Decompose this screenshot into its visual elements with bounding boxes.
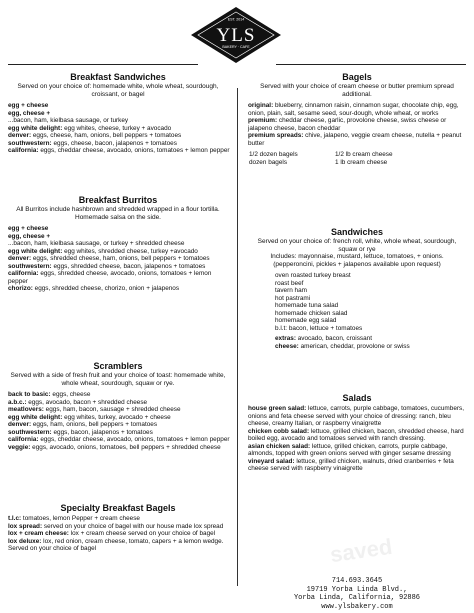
- list-item: tavern ham: [275, 287, 307, 295]
- menu-items: [0, 225, 236, 293]
- item-name: lox spread:: [8, 522, 43, 530]
- contact-info: [240, 577, 474, 611]
- list-item: homemade chicken salad: [275, 309, 348, 317]
- menu-item: [8, 110, 230, 118]
- item-name: egg white delight:: [8, 413, 63, 421]
- item-description: ...bacon, ham, kielbasa sausage, or turkey: [8, 117, 129, 125]
- bagel-sizes: [240, 151, 474, 166]
- section-title: Specialty Breakfast Bagels: [60, 503, 176, 513]
- size-half-dozen: 1/2 dozen bagels: [249, 151, 298, 159]
- section-title: Salads: [342, 393, 372, 403]
- menu-item: [8, 140, 230, 148]
- menu-item: [8, 436, 230, 444]
- section-title: Bagels: [342, 72, 372, 82]
- item-name: southwestern:: [8, 139, 52, 147]
- item-description: lettuce, carrots, purple cabbage, tomatoes, cucumbers, onions and feta cheese served with your choice of dressing: ranch, bleu cheese, creamy Italian, or raspberry vinaigrette: [248, 405, 464, 427]
- item-name: house green salad:: [248, 405, 307, 412]
- item-description: american, cheddar, provolone or swiss: [298, 342, 410, 350]
- menu-item: [8, 538, 230, 553]
- item-description: egg whites, shredded cheese, turkey +avocado: [62, 247, 198, 255]
- menu-item: [8, 523, 230, 531]
- item-name: chorizo:: [8, 285, 33, 293]
- item-name: premium spreads:: [248, 132, 304, 140]
- section-title: Sandwiches: [330, 227, 384, 237]
- menu-item: [248, 405, 468, 428]
- item-name: denver:: [8, 255, 32, 263]
- item-name: chicken cobb salad:: [248, 427, 310, 435]
- item-description: eggs, shredded cheese, chorizo, onion + jalapenos: [32, 285, 180, 293]
- menu-items: [0, 391, 236, 451]
- menu-item: [8, 399, 230, 407]
- menu-item: [8, 270, 230, 285]
- sandwich-list: [240, 272, 474, 332]
- item-description: lettuce, grilled chicken, carrots, purple cabbage, almonds, topped with green onions served with ginger sesame dressing: [248, 442, 451, 457]
- size-half-lb: 1/2 lb cream cheese: [335, 151, 393, 159]
- item-description: cheddar cheese, garlic, provolone cheese, swiss cheese or jalapeno cheese, bacon cheddar: [248, 117, 447, 132]
- list-item: homemade egg salad: [275, 317, 337, 325]
- menu-item: [8, 406, 230, 414]
- item-description: eggs, cheese, bacon, jalapenos + tomatoes: [51, 139, 177, 147]
- list-item: b.l.t: bacon, lettuce + tomatoes: [275, 324, 363, 332]
- item-description: egg whites, cheese, turkey + avocado: [62, 124, 172, 132]
- item-description: eggs, cheese: [50, 391, 91, 399]
- header-rule-left: [8, 64, 198, 65]
- item-description: chive, jalapeno, veggie cream cheese, nutella + peanut butter: [248, 132, 462, 147]
- item-description: eggs, avocado, bacon + shredded cheese: [26, 398, 148, 406]
- item-name: egg white delight:: [8, 124, 63, 132]
- item-name: lox deluxe:: [8, 537, 42, 545]
- menu-item: [8, 225, 230, 233]
- item-name: a.b.c.:: [8, 398, 27, 406]
- item-description: served on your choice of bagel with our house made lox spread: [42, 522, 224, 530]
- section-description: Served on your choice of: homemade white, whole wheat, sourdough, croissant, or bagel: [17, 83, 219, 98]
- scramblers-section: [0, 361, 236, 451]
- item-name: egg + cheese: [8, 102, 49, 110]
- item-name: premium:: [248, 117, 278, 125]
- menu-item: [8, 263, 230, 271]
- menu-items: [0, 515, 236, 553]
- menu-item: [8, 414, 230, 422]
- yls-logo: [190, 6, 282, 64]
- item-name: california:: [8, 147, 39, 155]
- address-line-1: 19719 Yorba Linda Blvd.,: [306, 585, 408, 594]
- item-description: blueberry, cinnamon raisin, cinnamon sugar, chocolate chip, egg, onion, plain, salt, sesame seed, sour-dough, whole wheat, or works: [248, 102, 459, 117]
- menu-item: [8, 530, 230, 538]
- menu-items: [240, 405, 474, 473]
- menu-item: [8, 240, 230, 248]
- item-name: california:: [8, 270, 39, 278]
- item-name: southwestern:: [8, 262, 52, 270]
- section-title: Breakfast Burritos: [78, 195, 158, 205]
- website-link[interactable]: www.ylsbakery.com: [321, 602, 393, 611]
- item-description: eggs, cheddar cheese, avocado, onions, tomatoes + lemon pepper: [38, 436, 230, 444]
- item-name: egg, cheese +: [8, 109, 51, 117]
- menu-item: [248, 132, 468, 147]
- size-one-lb: 1 lb cream cheese: [335, 158, 388, 166]
- item-name: southwestern:: [8, 428, 52, 436]
- menu-item: [275, 343, 468, 351]
- item-name: cheese:: [275, 342, 299, 350]
- item-description: eggs, ham, bacon, sausage + shredded cheese: [43, 406, 181, 414]
- menu-item: [8, 391, 230, 399]
- item-description: tomatoes, lemon Pepper + cream cheese: [21, 515, 140, 522]
- column-divider: [237, 88, 238, 586]
- item-name: egg + cheese: [8, 225, 49, 233]
- phone: 714.693.3645: [331, 577, 383, 585]
- menu-items: [0, 102, 236, 155]
- sandwiches-section: [240, 227, 474, 350]
- size-dozen: dozen bagels: [249, 158, 288, 166]
- menu-item: [248, 458, 468, 473]
- menu-item: [248, 428, 468, 443]
- item-description: eggs, shredded cheese, ham, onions, bell peppers + tomatoes: [31, 255, 210, 263]
- list-item: hot pastrami: [275, 294, 311, 302]
- menu-item: [8, 132, 230, 140]
- section-description: Served with your choice of cream cheese or butter premium spread additional.: [260, 83, 454, 98]
- item-description: eggs, cheddar cheese, avocado, onions, tomatoes + lemon pepper: [38, 147, 230, 155]
- item-description: lox + cream cheese served on your choice of bagel: [68, 530, 216, 537]
- breakfast-burritos-section: [0, 195, 236, 293]
- item-name: denver:: [8, 421, 32, 429]
- section-description: All Burritos include hashbrown and shredded wrapped in a flour tortilla. Homemade salsa on the side.: [16, 206, 220, 221]
- item-name: extras:: [275, 335, 296, 343]
- item-name: vineyard salad:: [248, 457, 295, 465]
- menu-item: [8, 248, 230, 256]
- menu-item: [8, 444, 230, 452]
- item-description: ...bacon, ham, kielbasa sausage, or turkey + shredded cheese: [8, 240, 185, 248]
- breakfast-sandwiches-section: [0, 72, 236, 155]
- logo-tagline: BAKERY · CAFE: [222, 45, 250, 49]
- item-name: california:: [8, 436, 39, 444]
- logo-est: EST. 2014: [227, 17, 245, 22]
- watermark: saved: [328, 533, 394, 568]
- menu-item: [8, 117, 230, 125]
- item-name: lox + cream cheese:: [8, 530, 69, 537]
- menu-item: [8, 125, 230, 133]
- section-description-includes: Includes: mayonnaise, mustard, lettuce, tomatoes, + onions. (pepperoncini, pickles + jalapenos available upon request): [270, 253, 444, 268]
- section-description: Served with a side of fresh fruit and your choice of toast: homemade white, whole wheat, sourdough, squaw or rye.: [10, 372, 226, 387]
- section-title: Breakfast Sandwiches: [70, 72, 166, 82]
- menu-item: [248, 117, 468, 132]
- item-description: lox, red onion, cream cheese, tomato, capers + a lemon wedge. Served on your choice of bagel: [8, 537, 224, 552]
- section-description: Served on your choice of: french roll, white, whole wheat, sourdough, squaw or rye: [257, 238, 457, 253]
- menu-item: [8, 255, 230, 263]
- item-name: meatlovers:: [8, 406, 44, 414]
- address-line-2: Yorba Linda, California, 92886: [293, 594, 421, 602]
- sandwich-extras: [240, 335, 474, 350]
- item-description: egg whites, turkey, avocado + cheese: [62, 413, 171, 421]
- item-name: asian chicken salad:: [248, 442, 311, 450]
- menu-item: [8, 421, 230, 429]
- item-name: egg, cheese +: [8, 232, 51, 240]
- item-name: t.l.c:: [8, 515, 22, 522]
- menu-items: [240, 102, 474, 147]
- header-rule-right: [276, 64, 466, 65]
- item-description: lettuce, grilled chicken, walnuts, dried cranberries + feta cheese served with raspberry vinaigrette: [248, 457, 454, 472]
- item-description: eggs, shredded cheese, avocado, onions, tomatoes + lemon pepper: [8, 270, 212, 285]
- list-item: oven roasted turkey breast: [275, 272, 351, 280]
- item-name: veggie:: [8, 443, 31, 451]
- item-name: egg white delight:: [8, 247, 63, 255]
- item-name: denver:: [8, 132, 32, 140]
- menu-item: [8, 102, 230, 110]
- menu-item: [8, 515, 230, 523]
- salads-section: [240, 393, 474, 473]
- menu-item: [8, 429, 230, 437]
- item-description: eggs, cheese, ham, onions, bell peppers + tomatoes: [31, 132, 182, 140]
- item-name: back to basic:: [8, 391, 51, 399]
- section-title: Scramblers: [93, 361, 143, 371]
- specialty-bagels-section: [0, 503, 236, 553]
- item-description: eggs, bacon, jalapenos + tomatoes: [51, 428, 153, 436]
- list-item: homemade tuna salad: [275, 302, 339, 310]
- logo-brand: YLS: [216, 25, 256, 46]
- list-item: roast beef: [275, 279, 304, 287]
- menu-item: [8, 147, 230, 155]
- item-description: eggs, ham, onions, bell peppers + tomatoes: [31, 421, 158, 429]
- item-name: original:: [248, 102, 274, 110]
- menu-item: [275, 335, 468, 343]
- item-description: avocado, bacon, croissant: [295, 335, 372, 343]
- menu-item: [248, 102, 468, 117]
- menu-item: [8, 233, 230, 241]
- item-description: eggs, shredded cheese, bacon, jalapenos + tomatoes: [51, 262, 206, 270]
- bagels-section: [240, 72, 474, 166]
- menu-item: [248, 443, 468, 458]
- item-description: lettuce, grilled chicken, bacon, shredded cheese, hard boiled egg, avocado and tomatoes served with ranch dressing.: [248, 427, 464, 442]
- menu-item: [8, 285, 230, 293]
- item-description: eggs, avocado, onions, tomatoes, bell peppers + shredded cheese: [30, 443, 221, 451]
